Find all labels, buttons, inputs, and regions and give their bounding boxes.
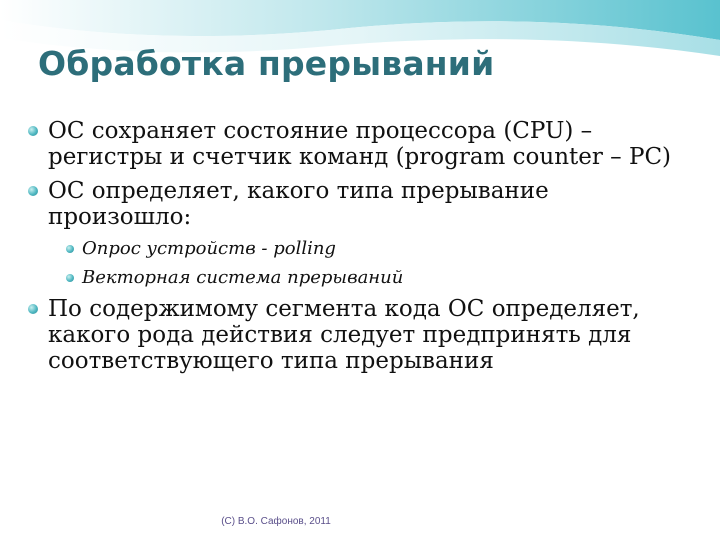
bullet-icon [28,126,38,136]
bullet-icon [28,186,38,196]
sub-bullet-item [60,267,676,289]
sub-bullet-text: Векторная система прерываний [82,267,404,288]
slide-title: Обработка прерываний [38,44,495,83]
bullet-text: ОС определяет, какого типа прерывание произошло: [48,178,549,230]
sub-bullet-icon [66,245,74,253]
bullet-text: ОС сохраняет состояние процессора (CPU) – регистры и счетчик команд (program counter – PC) [48,118,672,170]
bullet-text: По содержимому сегмента кода ОС определяет, какого рода действия следует предпринять для соответствующего типа прерывания [48,296,640,374]
slide-content [26,118,676,382]
slide-footer: (C) В.О. Сафонов, 2011 [221,516,331,527]
sub-bullet-icon [66,274,74,282]
bullet-item [26,178,676,230]
sub-bullet-item [60,238,676,260]
sub-bullet-text: Опрос устройств - polling [82,238,336,259]
bullet-item [26,118,676,170]
bullet-item [26,296,676,374]
bullet-icon [28,304,38,314]
